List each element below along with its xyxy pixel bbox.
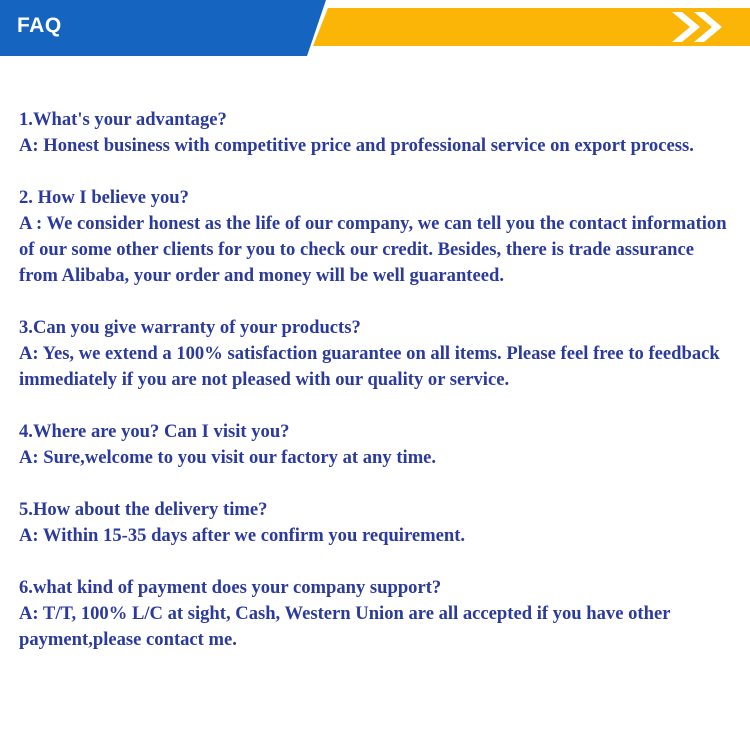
faq-item: [19, 497, 734, 549]
faq-item: [19, 575, 734, 653]
faq-question: 5.How about the delivery time?: [19, 499, 268, 520]
faq-item: [19, 419, 734, 471]
faq-answer: A : We consider honest as the life of our company, we can tell you the contact information of our some other clients for you to check our credit. Besides, there is trade assurance from Alibaba, your order and money will be well guaranteed.: [19, 213, 727, 286]
faq-answer: A: Yes, we extend a 100% satisfaction guarantee on all items. Please feel free to feedback immediately if you are not pleased with our quality or service.: [19, 343, 720, 390]
faq-list: [19, 107, 734, 679]
faq-answer: A: Honest business with competitive price and professional service on export process.: [19, 135, 694, 156]
faq-answer: A: Sure,welcome to you visit our factory at any time.: [19, 447, 437, 468]
faq-question: 6.what kind of payment does your company support?: [19, 577, 442, 598]
faq-question: 2. How I believe you?: [19, 187, 189, 208]
faq-answer: A: T/T, 100% L/C at sight, Cash, Western Union are all accepted if you have other payment,please contact me.: [19, 603, 671, 650]
faq-banner: [0, 0, 750, 56]
page-title: FAQ: [17, 14, 62, 37]
faq-answer: A: Within 15-35 days after we confirm you requirement.: [19, 525, 466, 546]
faq-item: [19, 185, 734, 289]
faq-question: 4.Where are you? Can I visit you?: [19, 421, 290, 442]
faq-item: [19, 107, 734, 159]
faq-question: 3.Can you give warranty of your products?: [19, 317, 361, 338]
banner-yellow-band: [313, 8, 750, 46]
faq-question: 1.What's your advantage?: [19, 109, 227, 130]
faq-item: [19, 315, 734, 393]
banner-background: [0, 0, 750, 56]
